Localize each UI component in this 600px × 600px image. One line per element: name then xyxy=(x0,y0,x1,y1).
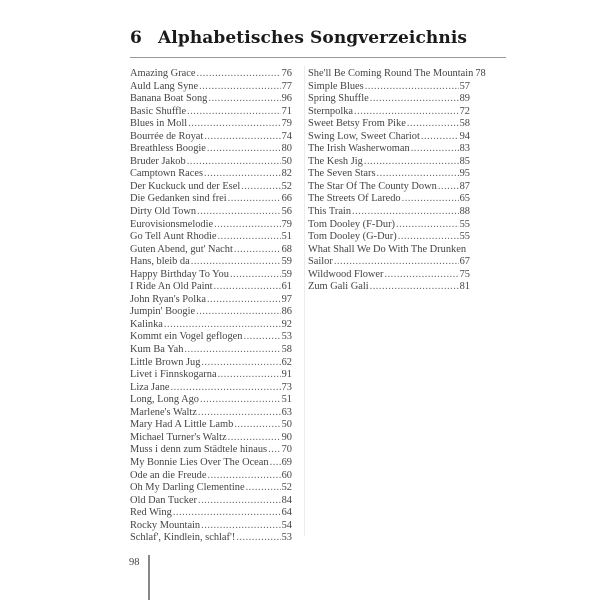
song-title: The Star Of The County Down xyxy=(308,180,437,192)
song-page-number: 85 xyxy=(459,155,470,167)
song-title: Red Wing xyxy=(130,507,172,519)
page-number: 98 xyxy=(129,557,140,568)
song-page-number: 96 xyxy=(281,93,292,105)
song-entry xyxy=(308,81,470,94)
song-title: Tom Dooley (F-Dur) xyxy=(308,218,396,230)
dot-leader xyxy=(268,444,281,457)
column-divider xyxy=(304,66,305,536)
song-page-number: 90 xyxy=(281,431,292,443)
song-page-number: 58 xyxy=(459,118,470,130)
song-page-number: 97 xyxy=(281,293,292,305)
song-entry xyxy=(308,93,470,106)
song-page-number: 54 xyxy=(281,519,292,531)
song-title: John Ryan's Polka xyxy=(130,293,206,305)
song-page-number: 84 xyxy=(281,494,292,506)
song-entry xyxy=(308,206,470,219)
song-title: Dirty Old Town xyxy=(130,206,197,218)
song-page-number: 88 xyxy=(459,206,470,218)
dot-leader xyxy=(228,432,281,445)
dot-leader xyxy=(384,269,458,282)
song-entry xyxy=(130,419,292,432)
song-title: Bruder Jakob xyxy=(130,155,186,167)
song-entry xyxy=(130,156,292,169)
dot-leader xyxy=(196,68,280,81)
dot-leader xyxy=(370,93,459,106)
dot-leader xyxy=(198,495,281,508)
song-page-number: 53 xyxy=(281,331,292,343)
song-entry xyxy=(130,306,292,319)
dot-leader xyxy=(164,319,281,332)
song-entry xyxy=(308,181,470,194)
song-title: Eurovisionsmelodie xyxy=(130,218,214,230)
song-entry xyxy=(308,281,470,294)
song-page-number: 52 xyxy=(281,482,292,494)
song-entry xyxy=(130,131,292,144)
song-page-number: 78 xyxy=(475,68,486,79)
song-entry xyxy=(308,143,470,156)
song-entry xyxy=(130,470,292,483)
song-title: Swing Low, Sweet Chariot xyxy=(308,130,420,142)
song-page-number: 75 xyxy=(459,268,470,280)
song-entry xyxy=(130,118,292,131)
song-page-number: 83 xyxy=(459,143,470,155)
song-entry xyxy=(308,244,470,257)
song-title: Little Brown Jug xyxy=(130,356,201,368)
song-title: Muss i denn zum Städtele hinaus xyxy=(130,444,268,456)
dot-leader xyxy=(334,256,459,269)
song-entry xyxy=(130,394,292,407)
dot-leader xyxy=(236,532,280,545)
song-title: Amazing Grace xyxy=(130,68,196,79)
song-page-number: 95 xyxy=(459,168,470,180)
song-page-number: 73 xyxy=(281,381,292,393)
dot-leader xyxy=(184,344,280,357)
song-page-number: 51 xyxy=(281,231,292,243)
dot-leader xyxy=(191,256,281,269)
dot-leader xyxy=(234,419,280,432)
dot-leader xyxy=(354,106,459,119)
song-page-number: 62 xyxy=(281,356,292,368)
dot-leader xyxy=(196,306,281,319)
song-entry xyxy=(308,156,470,169)
song-entry xyxy=(308,106,470,119)
song-entry xyxy=(130,482,292,495)
dot-leader xyxy=(214,219,280,232)
chapter-number: 6 xyxy=(130,28,142,48)
song-page-number: 72 xyxy=(459,105,470,117)
song-page-number: 92 xyxy=(281,318,292,330)
song-title: The Seven Stars xyxy=(308,168,376,180)
song-entry xyxy=(308,168,470,181)
song-page-number: 82 xyxy=(281,168,292,180)
dot-leader xyxy=(377,168,459,181)
dot-leader xyxy=(204,168,281,181)
dot-leader xyxy=(187,106,281,119)
dot-leader xyxy=(407,118,459,131)
song-title: Schlaf', Kindlein, schlaf'! xyxy=(130,532,236,544)
song-title: Sailor xyxy=(308,256,333,268)
song-title: Kommt ein Vogel geflogen xyxy=(130,331,243,343)
song-title: Happy Birthday To You xyxy=(130,268,229,280)
dot-leader xyxy=(198,407,281,420)
song-title: Kalinka xyxy=(130,318,163,330)
song-entry xyxy=(130,181,292,194)
dot-leader xyxy=(171,382,281,395)
song-title: Go Tell Aunt Rhodie xyxy=(130,231,217,243)
dot-leader xyxy=(370,281,459,294)
song-entry xyxy=(308,269,470,282)
song-entry xyxy=(130,507,292,520)
song-page-number: 55 xyxy=(459,218,470,230)
song-page-number: 58 xyxy=(281,344,292,356)
dot-leader xyxy=(243,331,280,344)
song-page-number: 59 xyxy=(281,268,292,280)
song-entry xyxy=(130,294,292,307)
song-entry xyxy=(130,81,292,94)
song-entry xyxy=(308,68,486,81)
song-entry xyxy=(130,344,292,357)
dot-leader xyxy=(187,156,281,169)
song-title: What Shall We Do With The Drunken xyxy=(308,243,467,255)
song-index-right-column xyxy=(308,68,486,294)
song-title: Breathless Boogie xyxy=(130,143,206,155)
song-page-number: 77 xyxy=(281,80,292,92)
song-entry xyxy=(130,168,292,181)
dot-leader xyxy=(218,369,281,382)
song-title: Marlene's Waltz xyxy=(130,406,197,418)
song-title: Der Kuckuck und der Esel xyxy=(130,180,241,192)
dot-leader xyxy=(204,131,280,144)
song-title: Rocky Mountain xyxy=(130,519,201,531)
song-index-left-column xyxy=(130,68,292,545)
song-title: The Streets Of Laredo xyxy=(308,193,401,205)
song-title: Michael Turner's Waltz xyxy=(130,431,227,443)
song-title: Jumpin' Boogie xyxy=(130,306,196,318)
song-title: Guten Abend, gut' Nacht xyxy=(130,243,233,255)
dot-leader xyxy=(173,507,281,520)
song-entry xyxy=(308,118,470,131)
dot-leader xyxy=(218,231,281,244)
song-page-number: 60 xyxy=(281,469,292,481)
song-page-number: 94 xyxy=(459,130,470,142)
song-page-number: 86 xyxy=(281,306,292,318)
song-entry xyxy=(130,457,292,470)
song-page-number: 70 xyxy=(281,444,292,456)
chapter-title: Alphabetisches Songverzeichnis xyxy=(158,28,468,48)
song-entry xyxy=(130,193,292,206)
dot-leader xyxy=(352,206,459,219)
dot-leader xyxy=(438,181,459,194)
song-page-number: 80 xyxy=(281,143,292,155)
song-entry xyxy=(130,244,292,257)
song-title: Auld Lang Syne xyxy=(130,80,199,92)
dot-leader xyxy=(241,181,280,194)
song-entry xyxy=(308,256,470,269)
song-page-number: 61 xyxy=(281,281,292,293)
song-entry xyxy=(130,382,292,395)
song-page-number: 53 xyxy=(281,532,292,544)
song-title: Die Gedanken sind frei xyxy=(130,193,227,205)
dot-leader xyxy=(234,244,281,257)
song-entry xyxy=(130,68,292,81)
song-entry xyxy=(308,231,470,244)
heading-rule xyxy=(130,57,506,58)
dot-leader xyxy=(396,219,459,232)
dot-leader xyxy=(365,81,459,94)
song-title: Old Dan Tucker xyxy=(130,494,197,506)
song-page-number: 65 xyxy=(459,193,470,205)
song-title: The Irish Washerwoman xyxy=(308,143,410,155)
dot-leader xyxy=(200,394,281,407)
song-page-number: 63 xyxy=(281,406,292,418)
song-page-number: 56 xyxy=(281,206,292,218)
song-title: Mary Had A Little Lamb xyxy=(130,419,234,431)
song-page-number: 79 xyxy=(281,218,292,230)
song-page-number: 67 xyxy=(459,256,470,268)
dot-leader xyxy=(208,93,280,106)
song-title: Kum Ba Yah xyxy=(130,344,184,356)
song-entry xyxy=(130,520,292,533)
song-page-number: 50 xyxy=(281,155,292,167)
song-title: Hans, bleib da xyxy=(130,256,190,268)
dot-leader xyxy=(207,470,280,483)
song-page-number: 74 xyxy=(281,130,292,142)
song-title: Long, Long Ago xyxy=(130,394,199,406)
song-entry xyxy=(130,206,292,219)
song-entry xyxy=(130,231,292,244)
song-title: Sternpolka xyxy=(308,105,354,117)
song-title: She'll Be Coming Round The Mountain xyxy=(308,68,474,79)
song-page-number: 76 xyxy=(281,68,292,79)
song-title: This Train xyxy=(308,206,352,218)
song-title: Wildwood Flower xyxy=(308,268,384,280)
song-page-number: 66 xyxy=(281,193,292,205)
song-page-number: 59 xyxy=(281,256,292,268)
song-entry xyxy=(130,532,292,545)
song-entry xyxy=(130,319,292,332)
dot-leader xyxy=(201,520,280,533)
song-page-number: 71 xyxy=(281,105,292,117)
song-entry xyxy=(130,369,292,382)
song-title: Camptown Races xyxy=(130,168,204,180)
song-title: Livet i Finnskogarna xyxy=(130,369,217,381)
song-entry xyxy=(308,131,470,144)
dot-leader xyxy=(188,118,280,131)
song-title: Oh My Darling Clementine xyxy=(130,482,245,494)
dot-leader xyxy=(197,206,281,219)
song-entry xyxy=(308,193,470,206)
dot-leader xyxy=(199,81,281,94)
song-page-number: 81 xyxy=(459,281,470,293)
song-entry xyxy=(130,269,292,282)
song-title: Sweet Betsy From Pike xyxy=(308,118,406,130)
dot-leader xyxy=(201,357,280,370)
dot-leader xyxy=(402,193,459,206)
dot-leader xyxy=(421,131,459,144)
song-page-number: 87 xyxy=(459,180,470,192)
song-title: Banana Boat Song xyxy=(130,93,208,105)
song-entry xyxy=(130,281,292,294)
song-entry xyxy=(130,106,292,119)
dot-leader xyxy=(228,193,281,206)
song-entry xyxy=(130,432,292,445)
song-entry xyxy=(130,256,292,269)
song-title: Bourrée de Royat xyxy=(130,130,204,142)
song-title: I Ride An Old Paint xyxy=(130,281,213,293)
song-entry xyxy=(130,357,292,370)
song-page-number: 52 xyxy=(281,180,292,192)
dot-leader xyxy=(246,482,281,495)
dot-leader xyxy=(214,281,281,294)
song-page-number: 57 xyxy=(459,80,470,92)
song-entry xyxy=(308,219,470,232)
chapter-heading xyxy=(130,28,467,48)
song-entry xyxy=(130,495,292,508)
dot-leader xyxy=(411,143,459,156)
dot-leader xyxy=(398,231,459,244)
song-page-number: 79 xyxy=(281,118,292,130)
song-entry xyxy=(130,219,292,232)
song-page-number: 69 xyxy=(281,456,292,468)
song-page-number: 50 xyxy=(281,419,292,431)
song-title: My Bonnie Lies Over The Ocean xyxy=(130,456,269,468)
song-title: Ode an die Freude xyxy=(130,469,207,481)
song-title: Basic Shuffle xyxy=(130,105,187,117)
song-entry xyxy=(130,407,292,420)
song-page-number: 91 xyxy=(281,369,292,381)
song-page-number: 68 xyxy=(281,243,292,255)
song-entry xyxy=(130,444,292,457)
song-title: Spring Shuffle xyxy=(308,93,369,105)
song-entry xyxy=(130,331,292,344)
song-page-number: 55 xyxy=(459,231,470,243)
song-title: Blues in Moll xyxy=(130,118,188,130)
dot-leader xyxy=(270,457,281,470)
song-title: The Kesh Jig xyxy=(308,155,363,167)
song-title: Zum Gali Gali xyxy=(308,281,369,293)
song-page-number: 89 xyxy=(459,93,470,105)
dot-leader xyxy=(364,156,459,169)
dot-leader xyxy=(230,269,281,282)
song-title: Tom Dooley (G-Dur) xyxy=(308,231,397,243)
dot-leader xyxy=(207,143,281,156)
song-entry xyxy=(130,143,292,156)
dot-leader xyxy=(207,294,281,307)
song-page-number: 64 xyxy=(281,507,292,519)
page-margin-bar xyxy=(148,555,150,600)
song-title: Liza Jane xyxy=(130,381,170,393)
song-entry xyxy=(130,93,292,106)
song-page-number: 51 xyxy=(281,394,292,406)
song-title: Simple Blues xyxy=(308,80,364,92)
